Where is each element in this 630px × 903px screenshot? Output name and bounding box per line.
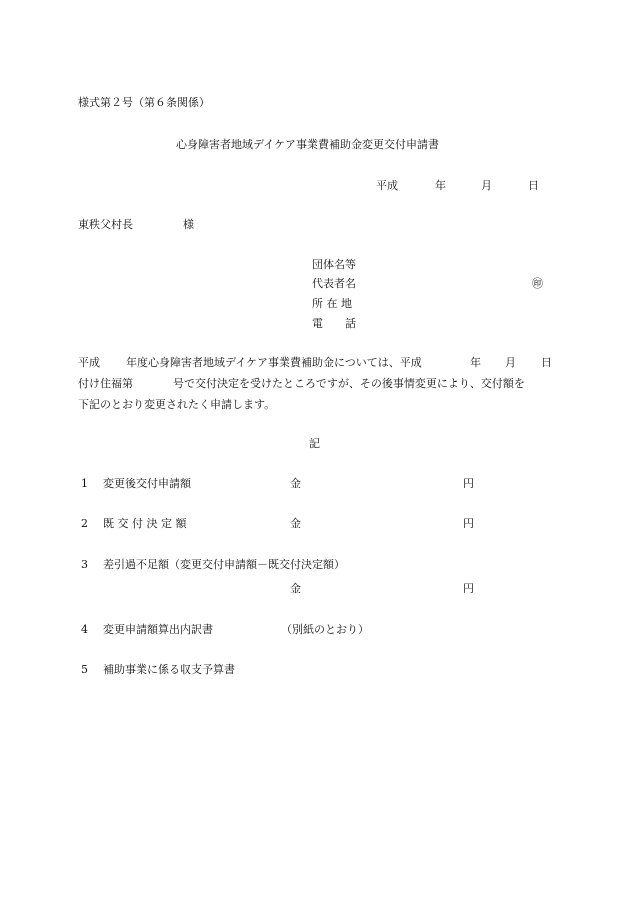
form-number: 様式第２号（第６条関係） xyxy=(78,96,210,109)
item-kin: 金 xyxy=(290,582,301,595)
item-label: 既 交 付 決 定 額 xyxy=(103,517,187,530)
body-month: 月 xyxy=(505,356,516,369)
item-kin: 金 xyxy=(290,517,301,530)
body-line2-text: 号で交付決定を受けたところですが、その後事情変更により、交付額を xyxy=(173,377,525,390)
item-number: 1 xyxy=(81,477,88,490)
item-number: 4 xyxy=(81,623,88,636)
addressee-honorific: 様 xyxy=(183,218,194,231)
body-line2-prefix: 付け住福第 xyxy=(78,377,133,390)
item-number: 5 xyxy=(81,663,88,676)
ki-marker: 記 xyxy=(309,437,320,450)
item-label: 変更後交付申請額 xyxy=(103,477,191,490)
representative-label: 代表者名 xyxy=(312,277,356,290)
item-label: 変更申請額算出内訳書 xyxy=(103,623,213,636)
body-line1-text: 年度心身障害者地域デイケア事業費補助金については、平成 xyxy=(126,356,422,369)
item-kin: 金 xyxy=(290,477,301,490)
item-yen: 円 xyxy=(463,582,474,595)
item-number: 3 xyxy=(81,558,88,571)
date-year: 年 xyxy=(435,179,446,192)
addressee-name: 東秩父村長 xyxy=(78,218,133,231)
body-year: 年 xyxy=(470,356,481,369)
date-month: 月 xyxy=(481,179,492,192)
document-title: 心身障害者地域デイケア事業費補助金変更交付申請書 xyxy=(176,138,440,151)
phone-label: 電 話 xyxy=(312,317,356,330)
address-label: 所 在 地 xyxy=(312,297,352,310)
body-day: 日 xyxy=(541,356,552,369)
item-yen: 円 xyxy=(463,517,474,530)
date-day: 日 xyxy=(528,179,539,192)
item-note: （別紙のとおり） xyxy=(281,623,369,636)
org-name-label: 団体名等 xyxy=(312,258,356,271)
body-line3: 下記のとおり変更されたく申請します。 xyxy=(78,398,276,411)
body-era: 平成 xyxy=(78,356,100,369)
date-era: 平成 xyxy=(376,179,398,192)
item-number: 2 xyxy=(81,517,88,530)
seal-mark: ㊞ xyxy=(532,277,543,290)
item-label: 差引過不足額（変更交付申請額－既交付決定額） xyxy=(103,558,345,571)
item-label: 補助事業に係る収支予算書 xyxy=(103,663,235,676)
item-yen: 円 xyxy=(463,477,474,490)
